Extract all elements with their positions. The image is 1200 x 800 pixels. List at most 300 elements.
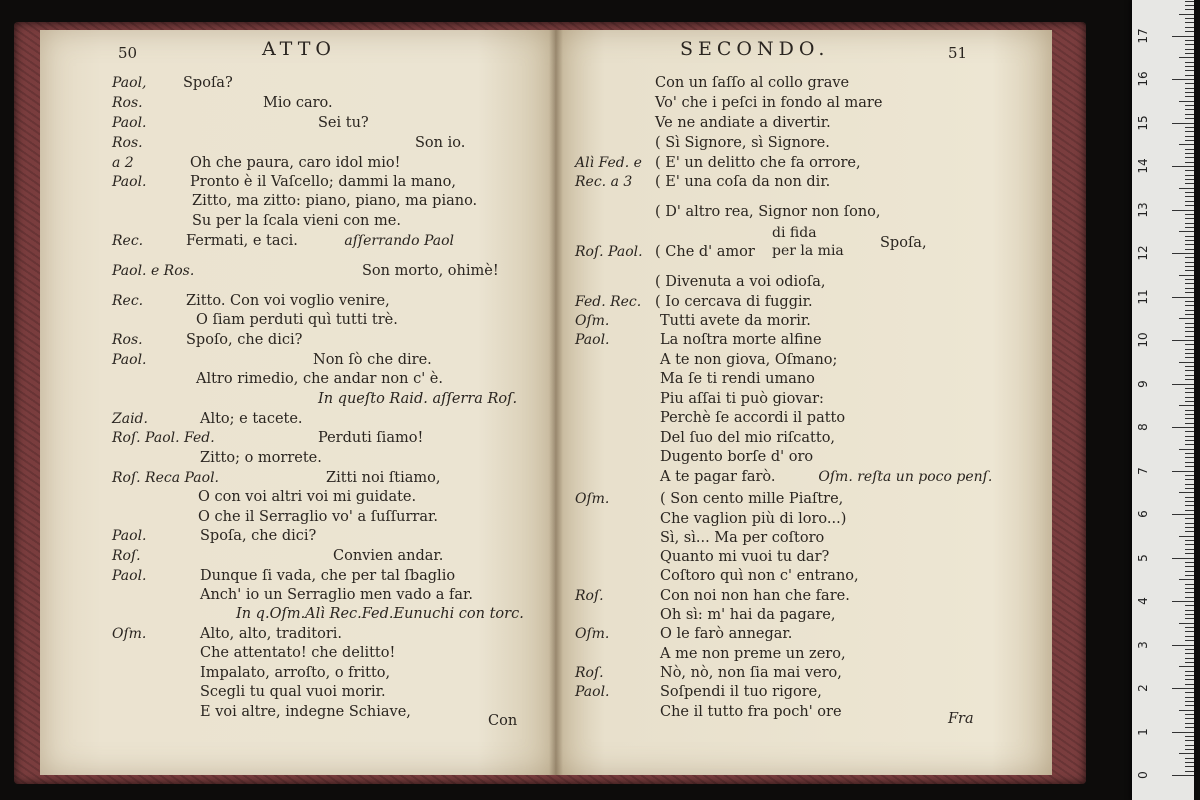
ruler-tick [1185,353,1194,354]
ruler-tick [1185,257,1194,258]
verse-line: Alto; e tacete. [200,411,303,427]
ruler-tick [1185,527,1194,528]
speaker-label: Paol. [112,115,147,131]
ruler-tick [1185,749,1194,750]
ruler-tick [1185,653,1194,654]
ruler-number: 3 [1136,640,1150,649]
ruler-tick [1185,523,1194,524]
ruler-tick [1185,401,1194,402]
ruler-tick [1185,75,1194,76]
ruler-tick [1179,623,1194,624]
ruler-tick [1185,392,1194,393]
ruler-tick [1172,123,1194,124]
verse-line: Oh che paura, caro idol mio! [190,155,401,171]
ruler-tick [1185,418,1194,419]
ruler-tick [1185,327,1194,328]
ruler-tick [1185,410,1194,411]
speaker-label: Roſ. [575,588,604,604]
ruler-tick [1185,714,1194,715]
speaker-label: Zaid. [112,411,148,427]
speaker-label: Roſ. [575,665,604,681]
ruler-tick [1185,518,1194,519]
ruler-tick [1185,497,1194,498]
verse-line: O ſiam perduti quì tutti trè. [196,312,398,328]
speaker-label: Paol. [575,684,610,700]
ruler-tick [1185,475,1194,476]
ruler-tick [1185,183,1194,184]
ruler-tick [1179,318,1194,319]
speaker-label: Paol. [112,528,147,544]
verse-line: Fermati, e taci. [186,233,298,249]
ruler-tick [1185,53,1194,54]
ruler-tick [1185,223,1194,224]
ruler-tick [1185,205,1194,206]
ruler-tick [1185,27,1194,28]
speaker-label: Paol. [112,352,147,368]
ruler-tick [1185,453,1194,454]
ruler-tick [1185,175,1194,176]
ruler-tick [1185,114,1194,115]
ruler-tick [1185,701,1194,702]
ruler-tick [1185,379,1194,380]
ruler-tick [1185,553,1194,554]
right-catchword: Fra [948,711,974,727]
ruler-tick [1179,666,1194,667]
speaker-label: Rec. [112,233,144,249]
ruler-tick [1172,601,1194,602]
ruler-tick [1185,366,1194,367]
verse-line: ( Io cercava di fuggir. [655,294,813,310]
ruler-tick [1185,671,1194,672]
ruler-tick [1185,771,1194,772]
ruler-tick [1185,49,1194,50]
verse-line: ( Sì Signore, sì Signore. [655,135,830,151]
ruler-number: 0 [1136,771,1150,779]
ruler-tick [1185,40,1194,41]
ruler-tick [1185,571,1194,572]
verse-line: ( D' altro rea, Signor non ſono, [655,204,881,220]
speaker-label: Roſ. Paol. [575,244,643,260]
verse-line: A me non preme un zero, [660,646,846,662]
ruler-tick [1185,5,1194,6]
speaker-label: Fed. Rec. [575,294,642,310]
verse-line: ( E' un delitto che fa orrore, [655,155,861,171]
ruler-tick [1185,479,1194,480]
verse-line: Dugento borſe d' oro [660,449,814,465]
speaker-label: Paol. e Ros. [112,263,195,279]
speaker-label: Oſm. [575,313,610,329]
ruler-tick [1185,684,1194,685]
verse-line: Tutti avete da morir. [660,313,811,329]
ruler-tick [1185,266,1194,267]
verse-line: Ve ne andiate a divertir. [655,115,831,131]
ruler-number: 10 [1136,332,1150,348]
ruler-tick [1185,357,1194,358]
ruler-tick [1185,636,1194,637]
ruler-tick [1172,775,1194,776]
ruler-number: 1 [1136,727,1150,736]
ruler-tick [1185,192,1194,193]
ruler-tick [1185,723,1194,724]
ruler-tick [1185,127,1194,128]
verse-line: Oh sì: m' hai da pagare, [660,607,836,623]
ruler-tick [1185,740,1194,741]
ruler-tick [1185,662,1194,663]
ruler-tick [1185,153,1194,154]
ruler-tick [1172,166,1194,167]
speaker-label: Oſm. [575,626,610,642]
ruler-tick [1185,440,1194,441]
ruler-tick [1185,292,1194,293]
left-page-number: 50 [118,44,138,62]
right-page-number: 51 [948,44,968,62]
ruler-tick [1185,227,1194,228]
ruler-tick [1172,297,1194,298]
stage-direction: aſſerrando Paol [344,233,455,249]
verse-line: Nò, nò, non ſia mai vero, [660,665,842,681]
ruler-tick [1185,444,1194,445]
ruler-tick [1172,514,1194,515]
book-gutter [549,30,563,775]
verse-line: Quanto mi vuoi tu dar? [660,549,830,565]
verse-line: Perchè ſe accordi il patto [660,410,846,426]
ruler-tick [1172,732,1194,733]
ruler-number: 12 [1136,245,1150,261]
ruler-tick [1185,505,1194,506]
verse-line: A te pagar farò. [660,469,776,485]
ruler-tick [1185,109,1194,110]
verse-line: ( Divenuta a voi odioſa, [655,274,826,290]
ruler-tick [1185,649,1194,650]
ruler-tick [1172,340,1194,341]
speaker-label: Roſ. [112,548,141,564]
ruler-tick [1185,310,1194,311]
ruler-number: 6 [1136,510,1150,518]
ruler-tick [1185,501,1194,502]
ruler-tick [1185,314,1194,315]
ruler-number: 13 [1136,201,1150,218]
ruler-tick [1172,253,1194,254]
ruler-tick [1185,1,1194,2]
ruler-tick [1185,675,1194,676]
ruler-tick [1185,575,1194,576]
verse-line: Sì, sì... Ma per coſtoro [660,530,825,546]
ruler-tick [1179,710,1194,711]
ruler-tick [1185,370,1194,371]
ruler-tick [1185,397,1194,398]
ruler-tick [1185,96,1194,97]
verse-line: Anch' io un Serraglio men vado a far. [200,587,473,603]
ruler-tick [1185,214,1194,215]
ruler-tick [1185,510,1194,511]
per-la-mia: per la mia [772,243,844,259]
ruler-tick [1185,727,1194,728]
ruler-tick [1185,584,1194,585]
ruler-tick [1185,562,1194,563]
ruler-tick [1185,249,1194,250]
ruler-tick [1185,388,1194,389]
verse-line: Che il tutto fra poch' ore [660,704,842,720]
ruler-tick [1185,679,1194,680]
verse-line: Su per la ſcala vieni con me. [192,213,401,229]
ruler-tick [1185,375,1194,376]
ruler-tick [1185,718,1194,719]
ruler-tick [1185,466,1194,467]
verse-line: Coſtoro quì non c' entrano, [660,568,859,584]
verse-line: ( E' una coſa da non dir. [655,174,831,190]
verse-line: Zitti noi ſtiamo, [326,470,441,486]
ruler-tick [1185,70,1194,71]
ruler-tick [1185,631,1194,632]
ruler-number: 17 [1136,27,1150,44]
verse-line: Non ſò che dire. [313,352,432,368]
ruler-tick [1185,627,1194,628]
ruler-tick [1179,492,1194,493]
ruler-tick [1185,745,1194,746]
verse-line: La noſtra morte alfine [660,332,822,348]
ruler-tick [1185,88,1194,89]
verse-line: Spoſo, che dici? [186,332,303,348]
speaker-label: Ros. [112,332,143,348]
speaker-label: Oſm. [112,626,147,642]
ruler-tick [1185,283,1194,284]
ruler-tick [1185,331,1194,332]
ruler-tick [1179,753,1194,754]
verse-line: Son morto, ohimè! [362,263,499,279]
ruler-tick [1172,688,1194,689]
ruler-tick [1185,762,1194,763]
ruler-tick [1179,101,1194,102]
verse-line: Convien andar. [333,548,444,564]
ruler-tick [1185,544,1194,545]
verse-line: Son io. [415,135,466,151]
ruler-tick [1172,427,1194,428]
ruler-tick [1185,244,1194,245]
right-page-header: SECONDO. [680,38,830,60]
sposa-word: Spoſa, [880,235,927,251]
verse-line: E voi altre, indegne Schiave, [200,704,411,720]
verse-line: Con noi non han che fare. [660,588,850,604]
ruler-tick [1179,449,1194,450]
verse-line: Mio caro. [263,95,333,111]
ruler-tick [1185,658,1194,659]
verse-line: ( Son cento mille Piaſtre, [660,491,844,507]
ruler-number: 11 [1136,288,1150,305]
ruler-tick [1185,736,1194,737]
ruler-tick [1185,423,1194,424]
verse-line: Zitto; o morrete. [200,450,322,466]
ruler-tick [1185,323,1194,324]
ruler-tick [1185,436,1194,437]
ruler-tick [1185,62,1194,63]
verse-line: Zitto. Con voi voglio venire, [186,293,390,309]
verse-line: Altro rimedio, che andar non c' è. [196,371,443,387]
verse-line: Che vaglion più di loro...) [660,511,847,527]
ruler-tick [1185,592,1194,593]
ruler-tick [1185,83,1194,84]
verse-line: Con un ſaſſo al collo grave [655,75,850,91]
ruler-tick [1172,645,1194,646]
ruler-tick [1185,305,1194,306]
ruler-tick [1179,536,1194,537]
speaker-label: Paol, [112,75,147,91]
ruler-tick [1172,558,1194,559]
speaker-label: Oſm. [575,491,610,507]
ruler-number: 4 [1136,597,1150,605]
ruler-tick [1185,31,1194,32]
ruler-tick [1185,301,1194,302]
ruler-tick [1185,136,1194,137]
ruler-number: 8 [1136,423,1150,431]
verse-line: Zitto, ma zitto: piano, piano, ma piano. [192,193,478,209]
verse-line: Spoſa? [183,75,233,91]
ruler-tick [1185,431,1194,432]
ruler-tick [1185,270,1194,271]
verse-line: Del ſuo del mio riſcatto, [660,430,836,446]
ruler-tick [1185,640,1194,641]
ruler-number: 16 [1136,71,1150,87]
ruler-number: 5 [1136,553,1150,562]
ruler-tick [1185,170,1194,171]
ruler-tick [1185,22,1194,23]
speaker-label: Rec. [112,293,144,309]
ruler-tick [1185,157,1194,158]
stage-direction: Oſm. reſta un poco penſ. [818,469,993,485]
ruler-tick [1185,201,1194,202]
speaker-label: Ros. [112,95,143,111]
verse-line: Sei tu? [318,115,369,131]
verse-line: In q.Oſm.Alì Rec.Fed.Eunuchi con torc. [236,606,524,622]
ruler-tick [1179,362,1194,363]
ruler-tick [1179,14,1194,15]
verse-line: Alto, alto, traditori. [200,626,342,642]
speaker-label: Paol. [112,568,147,584]
verse-line: O le farò annegar. [660,626,793,642]
ruler-tick [1185,92,1194,93]
ruler-tick [1172,210,1194,211]
ruler-tick [1185,758,1194,759]
ruler-tick [1185,131,1194,132]
verse-line: ( Che d' amor [655,244,755,260]
ruler-number: 2 [1136,684,1150,692]
ruler-tick [1185,597,1194,598]
ruler-tick [1172,36,1194,37]
verse-line: O che il Serraglio vo' a ſuſſurrar. [198,509,438,525]
verse-line: Piu aſſai ti può giovar: [660,391,824,407]
ruler-tick [1185,179,1194,180]
ruler-tick [1185,140,1194,141]
speaker-label: Roſ. Reca Paol. [112,470,220,486]
verse-line: Scegli tu qual vuoi morir. [200,684,386,700]
ruler-number: 15 [1136,114,1150,131]
ruler-tick [1185,610,1194,611]
speaker-label: Paol. [575,332,610,348]
ruler-tick [1172,384,1194,385]
ruler-tick [1185,336,1194,337]
ruler-tick [1185,540,1194,541]
ruler-tick [1185,66,1194,67]
ruler-number: 9 [1136,379,1150,388]
ruler-number: 14 [1136,158,1150,174]
ruler-tick [1185,288,1194,289]
ruler-tick [1172,471,1194,472]
ruler-tick [1185,105,1194,106]
left-page-header: ATTO [262,38,336,60]
ruler-tick [1185,766,1194,767]
verse-line: Che attentato! che delitto! [200,645,396,661]
ruler-tick [1185,605,1194,606]
verse-line: In queſto Raid. aſſerra Roſ. [318,391,518,407]
ruler-tick [1185,279,1194,280]
ruler-tick [1185,566,1194,567]
ruler-tick [1185,18,1194,19]
ruler-tick [1185,462,1194,463]
ruler-tick [1185,697,1194,698]
ruler-tick [1185,531,1194,532]
ruler-tick [1179,144,1194,145]
ruler-tick [1185,414,1194,415]
verse-line: Ma ſe ti rendi umano [660,371,815,387]
ruler-tick [1185,44,1194,45]
speaker-label: a 2 [112,155,134,171]
verse-line: Dunque ſi vada, che per tal ſbaglio [200,568,456,584]
ruler-tick [1179,275,1194,276]
speaker-label: Paol. [112,174,147,190]
verse-line: Perduti ſiamo! [318,430,424,446]
verse-line: Spoſa, che dici? [200,528,317,544]
verse-line: Impalato, arroſto, o fritto, [200,665,391,681]
ruler-tick [1179,188,1194,189]
speaker-label: Roſ. Paol. Fed. [112,430,215,446]
ruler-tick [1185,692,1194,693]
ruler-tick [1185,705,1194,706]
ruler-tick [1185,618,1194,619]
ruler-tick [1179,57,1194,58]
speaker-label: Rec. a 3 [575,174,633,190]
ruler-tick [1185,488,1194,489]
verse-line: Soſpendi il tuo rigore, [660,684,822,700]
speaker-label: Ros. [112,135,143,151]
ruler-tick [1185,196,1194,197]
ruler-tick [1185,484,1194,485]
ruler-tick [1179,231,1194,232]
ruler-tick [1185,149,1194,150]
ruler-tick [1185,349,1194,350]
ruler-tick [1185,344,1194,345]
ruler-tick [1185,457,1194,458]
ruler-tick [1185,218,1194,219]
ruler-tick [1185,9,1194,10]
speaker-label: Alì Fed. e [575,155,642,171]
verse-line: A te non giova, Oſmano; [660,352,838,368]
ruler-tick [1185,162,1194,163]
ruler-number: 7 [1136,466,1150,475]
measurement-ruler [1132,0,1194,800]
ruler-tick [1185,240,1194,241]
ruler-tick [1185,262,1194,263]
ruler-tick [1185,549,1194,550]
ruler-tick [1179,405,1194,406]
verse-line: Vo' che i peſci in fondo al mare [655,95,883,111]
ruler-tick [1179,579,1194,580]
ruler-tick [1185,614,1194,615]
ruler-tick [1185,118,1194,119]
left-catchword: Con [488,713,518,729]
ruler-tick [1185,236,1194,237]
ruler-tick [1172,79,1194,80]
verse-line: Pronto è il Vaſcello; dammi la mano, [190,174,456,190]
di-fida: di fida [772,225,817,241]
